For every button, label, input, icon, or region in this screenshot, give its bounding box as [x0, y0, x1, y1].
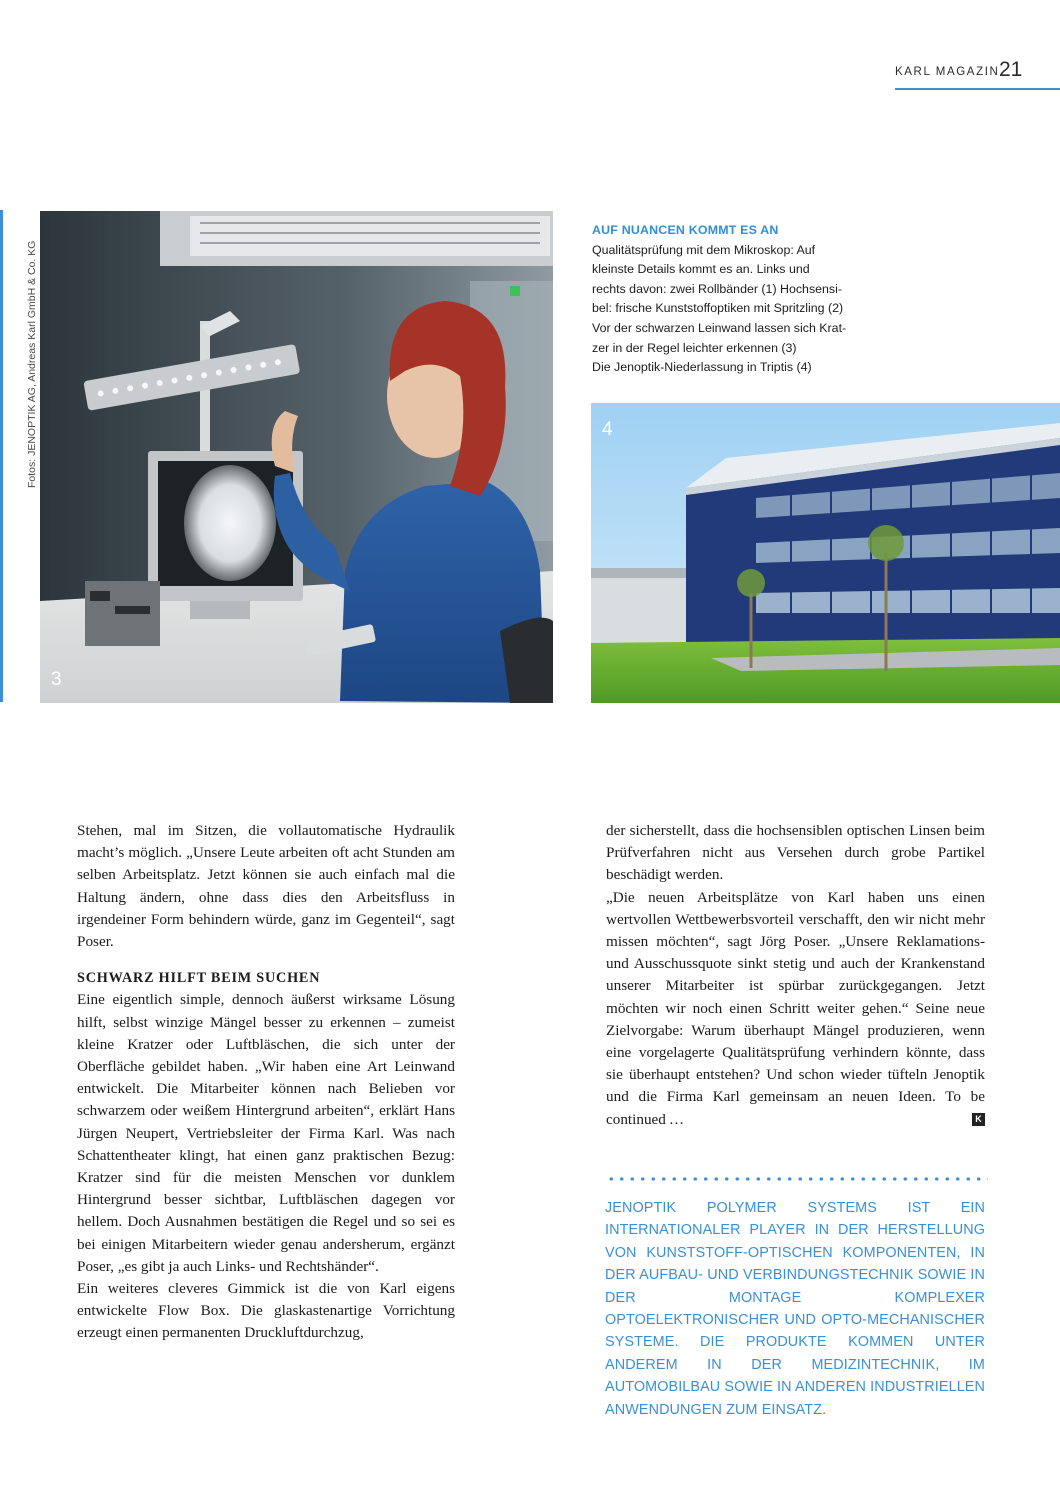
- paragraph-text: „Die neuen Arbeitsplätze von Karl haben uns einen wertvollen Wettbewerbsvorteil verschafft, den wir nicht mehr missen möchten“, sagt Jörg Poser. „Unsere Reklamations- und Ausschussquote sinkt stetig und auch der Krankenstand unserer Mitarbeiter ist spürbar zurückgegangen. Jetzt möchten wir noch einen Schritt weiter gehen.“ Seine neue Zielvorgabe: Warum überhaupt Mängel produzieren, wenn eine vorgelagerte Qualitätsprüfung verhindern könnte, dass sie überhaupt entstehen? Und schon wieder tüfteln Jenoptik und die Firma Karl gemeinsam an neuen Ideen. To be continued …: [606, 888, 985, 1128]
- caption-line: Vor der schwarzen Leinwand lassen sich Krat-: [592, 320, 847, 335]
- paragraph: [606, 887, 985, 1131]
- caption-line: Die Jenoptik-Niederlassung in Triptis (4): [592, 360, 812, 375]
- photo-number-3: 3: [51, 669, 62, 690]
- caption-title: AUF NUANCEN KOMMT ES AN: [592, 223, 779, 237]
- dotted-divider: [606, 1177, 988, 1181]
- paragraph: der sicherstellt, dass die hochsensiblen optischen Linsen beim Prüfverfahren nicht aus Versehen durch grobe Partikel beschädigt werden.: [606, 822, 985, 884]
- page-header: [895, 58, 1060, 92]
- article-column-right: [606, 820, 985, 1131]
- karl-end-mark-icon: K: [972, 1113, 985, 1126]
- paragraph: Ein weiteres cleveres Gimmick ist die von Karl eigens entwickelte Flow Box. Die glaskastenartige Vorrichtung erzeugt einen permanenten Druckluftdurchzug,: [77, 1280, 455, 1342]
- caption-line: zer in der Regel leichter erkennen (3): [592, 340, 797, 355]
- photo-number-4: 4: [602, 419, 613, 440]
- company-info-box: JENOPTIK POLYMER SYSTEMS IST EIN INTERNATIONALER PLAYER IN DER HERSTELLUNG VON KUNSTSTOFF-OPTISCHEN KOMPONENTEN, IN DER AUFBAU- UND VERBINDUNGSTECHNIK SOWIE IN DER MONTAGE KOMPLEXER OPTOELEKTRONISCHER UND OPTO-MECHANISCHER SYSTEME. DIE PRODUKTE KOMMEN UNTER ANDEREM IN DER MEDIZINTECHNIK, IM AUTOMOBILBAU SOWIE IN ANDEREN INDUSTRIELLEN ANWENDUNGEN ZUM EINSATZ.: [605, 1200, 985, 1418]
- caption-line: Qualitätsprüfung mit dem Mikroskop: Auf: [592, 242, 816, 257]
- header-rule: [895, 88, 1060, 90]
- left-edge-bar: [0, 210, 3, 702]
- photo-inspection-workstation: [40, 211, 553, 703]
- caption-line: rechts davon: zwei Rollbänder (1) Hochsensi-: [592, 281, 842, 296]
- section-heading: SCHWARZ HILFT BEIM SUCHEN: [77, 970, 321, 987]
- photo-caption: [592, 221, 892, 378]
- magazine-name: KARL MAGAZIN: [895, 66, 1000, 78]
- page-number: 21: [999, 58, 1023, 81]
- article-column-left: [77, 820, 455, 1345]
- paragraph: Stehen, mal im Sitzen, die vollautomatische Hydraulik macht’s möglich. „Unsere Leute arbeiten oft acht Stunden am selben Arbeitsplatz. Jetzt können sie auch einfach mal die Haltung ändern, ohne dass dies den Arbeitsfluss in irgendeiner Form behindern würde, ganz im Gegenteil“, sagt Poser.: [77, 822, 455, 951]
- building-photo-illustration: [591, 403, 1060, 703]
- inspection-photo-illustration: [40, 211, 553, 703]
- caption-line: kleinste Details kommt es an. Links und: [592, 262, 810, 277]
- caption-line: bel: frische Kunststoffoptiken mit Spritzling (2): [592, 301, 844, 316]
- paragraph: Eine eigentlich simple, dennoch äußerst wirksame Lösung hilft, selbst winzige Mängel besser zu erkennen – zumeist kleine Kratzer oder Luftbläschen, die sich unter der Oberfläche gebildet haben. „Wir haben eine Art Leinwand entwickelt. Die Mitarbeiter können nach Belieben vor schwarzem oder weißem Hintergrund arbeiten“, erklärt Hans Jürgen Neupert, Vertriebsleiter der Firma Karl. Was nach Schattentheater klingt, hat einen ganz praktischen Bezug: Kratzer sind für die meisten Menschen vor dunklem Hintergrund besser sichtbar, Luftbläschen dagegen vor hellem. Doch Ausnahmen bestätigen die Regel und so sei es bei einigen Mitarbeitern wieder genau andersherum, ergänzt Poser, „es gibt ja auch Links- und Rechtshänder“.: [77, 991, 455, 1275]
- photo-credit: Fotos: JENOPTIK AG, Andreas Karl GmbH & Co. KG: [26, 240, 38, 488]
- photo-jenoptik-building: [591, 403, 1060, 703]
